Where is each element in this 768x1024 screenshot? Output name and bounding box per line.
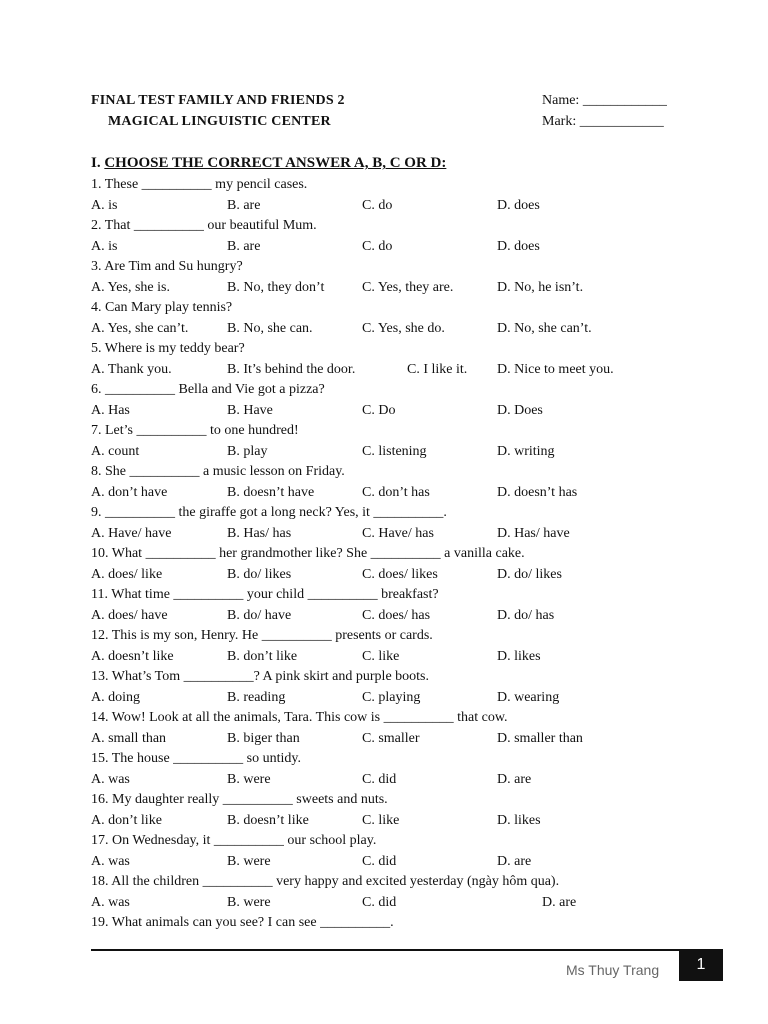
answer-option: C. does/ has (362, 607, 431, 623)
answer-option: C. did (362, 853, 397, 869)
answer-option: D. No, he isn’t. (497, 279, 584, 295)
question-text: 4. Can Mary play tennis? (91, 300, 233, 315)
answer-option: A. was (91, 853, 130, 869)
answer-option: D. are (497, 853, 532, 869)
answer-option: B. No, they don’t (227, 279, 325, 295)
question-text: 2. That __________ our beautiful Mum. (91, 218, 317, 233)
question-text: 8. She __________ a music lesson on Friday. (91, 464, 345, 479)
options-row (91, 237, 651, 258)
answer-option: D. likes (497, 648, 541, 664)
answer-option: C. Yes, they are. (362, 279, 454, 295)
answer-option: B. Have (227, 402, 273, 418)
answer-option: D. are (542, 894, 577, 910)
answer-option: A. doesn’t like (91, 648, 174, 664)
answer-option: C. smaller (362, 730, 420, 746)
answer-option: D. do/ likes (497, 566, 562, 582)
answer-option: D. doesn’t has (497, 484, 578, 500)
answer-option: A. count (91, 443, 140, 459)
question-text: 13. What’s Tom __________? A pink skirt and purple boots. (91, 669, 429, 684)
answer-option: A. Yes, she is. (91, 279, 170, 295)
question-text: 7. Let’s __________ to one hundred! (91, 423, 299, 438)
answer-option: C. did (362, 894, 397, 910)
question-text: 5. Where is my teddy bear? (91, 341, 245, 356)
options-row (91, 688, 651, 709)
page-number: 1 (679, 949, 723, 981)
answer-option: C. like (362, 648, 400, 664)
answer-option: A. Has (91, 402, 130, 418)
options-row (91, 770, 651, 791)
answer-option: A. was (91, 771, 130, 787)
options-row (91, 360, 651, 381)
answer-option: B. were (227, 894, 271, 910)
answer-option: D. No, she can’t. (497, 320, 592, 336)
answer-option: C. playing (362, 689, 421, 705)
answer-option: C. listening (362, 443, 427, 459)
answer-option: B. doesn’t have (227, 484, 315, 500)
answer-option: C. did (362, 771, 397, 787)
question-text: 15. The house __________ so untidy. (91, 751, 301, 766)
section-title: CHOOSE THE CORRECT ANSWER A, B, C OR D: (104, 155, 447, 171)
answer-option: A. Thank you. (91, 361, 172, 377)
answer-option: C. I like it. (407, 361, 468, 377)
answer-option: D. does (497, 197, 540, 213)
answer-option: A. don’t like (91, 812, 162, 828)
answer-option: B. don’t like (227, 648, 298, 664)
answer-option: A. does/ have (91, 607, 168, 623)
answer-option: A. don’t have (91, 484, 168, 500)
options-row (91, 893, 651, 914)
options-row (91, 524, 651, 545)
answer-option: A. doing (91, 689, 140, 705)
answer-option: D. do/ has (497, 607, 555, 623)
answer-option: B. doesn’t like (227, 812, 309, 828)
answer-option: C. Yes, she do. (362, 320, 445, 336)
answer-option: D. likes (497, 812, 541, 828)
footer-author: Ms Thuy Trang (566, 962, 660, 978)
question-text: 19. What animals can you see? I can see __________. (91, 915, 394, 930)
options-row (91, 811, 651, 832)
answer-option: C. do (362, 197, 393, 213)
footer-divider (91, 949, 679, 951)
question-text: 9. __________ the giraffe got a long neck? Yes, it __________. (91, 505, 447, 520)
test-title: FINAL TEST FAMILY AND FRIENDS 2 (91, 93, 345, 108)
question-text: 17. On Wednesday, it __________ our school play. (91, 833, 377, 848)
options-row (91, 729, 651, 750)
answer-option: B. are (227, 197, 261, 213)
answer-option: B. are (227, 238, 261, 254)
options-row (91, 606, 651, 627)
options-row (91, 442, 651, 463)
answer-option: A. is (91, 197, 118, 213)
answer-option: B. do/ likes (227, 566, 292, 582)
answer-option: A. Have/ have (91, 525, 172, 541)
answer-option: D. are (497, 771, 532, 787)
options-row (91, 401, 651, 422)
section-heading (91, 155, 446, 172)
answer-option: D. Does (497, 402, 543, 418)
question-text: 12. This is my son, Henry. He __________ presents or cards. (91, 628, 433, 643)
answer-option: D. wearing (497, 689, 560, 705)
name-field-label: Name: ____________ (542, 93, 667, 108)
answer-option: D. Has/ have (497, 525, 570, 541)
question-text: 11. What time __________ your child __________ breakfast? (91, 587, 439, 602)
question-text: 14. Wow! Look at all the animals, Tara. This cow is __________ that cow. (91, 710, 508, 725)
options-row (91, 319, 651, 340)
answer-option: D. writing (497, 443, 555, 459)
answer-option: C. like (362, 812, 400, 828)
options-row (91, 196, 651, 217)
options-row (91, 483, 651, 504)
answer-option: B. Has/ has (227, 525, 292, 541)
answer-option: B. biger than (227, 730, 300, 746)
question-text: 3. Are Tim and Su hungry? (91, 259, 243, 274)
answer-option: A. does/ like (91, 566, 163, 582)
answer-option: D. does (497, 238, 540, 254)
answer-option: B. reading (227, 689, 286, 705)
answer-option: B. were (227, 771, 271, 787)
answer-option: C. does/ likes (362, 566, 438, 582)
answer-option: B. No, she can. (227, 320, 313, 336)
question-text: 1. These __________ my pencil cases. (91, 177, 308, 192)
answer-option: C. don’t has (362, 484, 430, 500)
answer-option: C. Do (362, 402, 396, 418)
answer-option: B. do/ have (227, 607, 292, 623)
answer-option: C. do (362, 238, 393, 254)
options-row (91, 278, 651, 299)
options-row (91, 647, 651, 668)
answer-option: A. is (91, 238, 118, 254)
center-name: MAGICAL LINGUISTIC CENTER (108, 114, 331, 129)
answer-option: B. were (227, 853, 271, 869)
answer-option: A. was (91, 894, 130, 910)
mark-field-label: Mark: ____________ (542, 114, 664, 129)
options-row (91, 852, 651, 873)
question-text: 6. __________ Bella and Vie got a pizza? (91, 382, 325, 397)
options-row (91, 565, 651, 586)
answer-option: B. play (227, 443, 268, 459)
question-text: 16. My daughter really __________ sweets and nuts. (91, 792, 388, 807)
question-list (91, 175, 651, 934)
answer-option: C. Have/ has (362, 525, 434, 541)
section-number: I. (91, 155, 105, 171)
answer-option: B. It’s behind the door. (227, 361, 356, 377)
question-text: 10. What __________ her grandmother like? She __________ a vanilla cake. (91, 546, 525, 561)
answer-option: D. smaller than (497, 730, 583, 746)
question-text: 18. All the children __________ very happy and excited yesterday (ngày hôm qua). (91, 874, 560, 889)
answer-option: A. Yes, she can’t. (91, 320, 189, 336)
answer-option: A. small than (91, 730, 167, 746)
answer-option: D. Nice to meet you. (497, 361, 614, 377)
